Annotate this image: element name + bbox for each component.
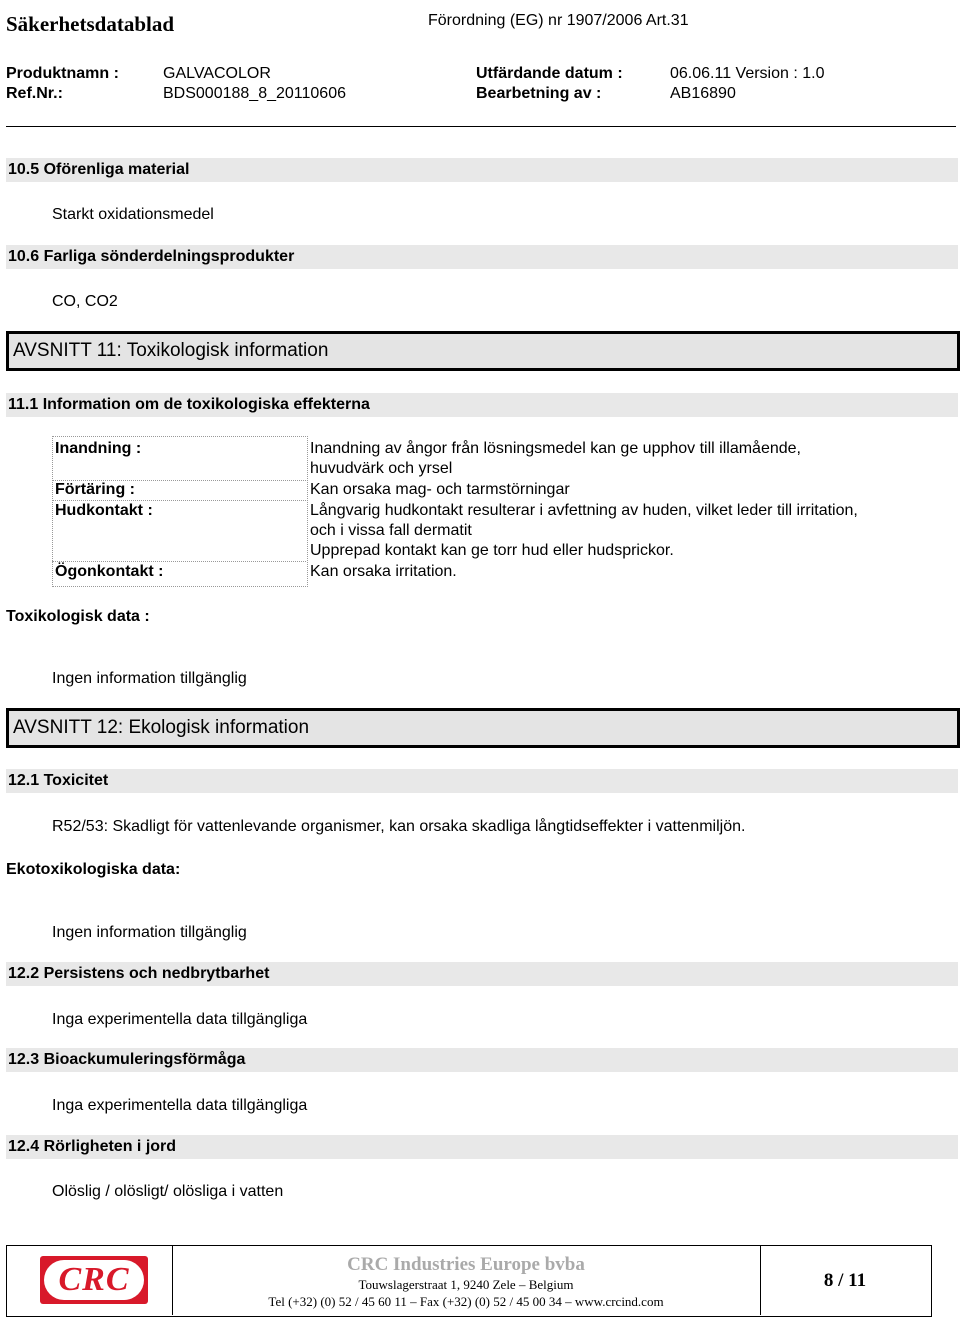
section-12-box — [6, 708, 960, 748]
subsection-10-6-heading: 10.6 Farliga sönderdelningsprodukter — [8, 248, 295, 265]
skin-contact-label: Hudkontakt : — [55, 502, 153, 519]
eye-contact-text: Kan orsaka irritation. — [310, 563, 457, 580]
toxicity-text: R52/53: Skadligt för vattenlevande organismer, kan orsaka skadliga långtidseffekter i vattenmiljön. — [52, 818, 746, 835]
subsection-12-4-bar — [6, 1135, 958, 1159]
decomposition-products-text: CO, CO2 — [52, 293, 118, 310]
subsection-12-2-heading: 12.2 Persistens och nedbrytbarhet — [8, 965, 270, 982]
subsection-11-1-heading: 11.1 Information om de toxikologiska effekterna — [8, 396, 370, 413]
document-title: Säkerhetsdatablad — [6, 12, 175, 36]
toxicological-data-label: Toxikologisk data : — [6, 608, 150, 625]
page-number: 8 / 11 — [823, 1270, 867, 1291]
issue-date-value: 06.06.11 Version : 1.0 — [670, 65, 825, 82]
inhalation-text-line1: Inandning av ångor från lösningsmedel kan ge upphov till illamående, — [310, 440, 801, 457]
subsection-12-2-bar — [6, 962, 958, 986]
soil-mobility-text: Olöslig / olösligt/ olösliga i vatten — [52, 1183, 284, 1200]
subsection-10-6-bar — [6, 245, 958, 269]
ingestion-label: Förtäring : — [55, 481, 135, 498]
section-12-heading: AVSNITT 12: Ekologisk information — [13, 717, 310, 738]
edited-by-label: Bearbetning av : — [476, 85, 602, 102]
subsection-12-3-bar — [6, 1048, 958, 1072]
row-divider — [52, 561, 306, 562]
issue-date-label: Utfärdande datum : — [476, 65, 623, 82]
ecotox-data-label: Ekotoxikologiska data: — [6, 861, 181, 878]
subsection-12-1-bar — [6, 769, 958, 793]
header-divider — [6, 126, 956, 127]
crc-logo — [40, 1256, 148, 1304]
edited-by-value: AB16890 — [670, 85, 736, 102]
ref-number-value: BDS000188_8_20110606 — [163, 85, 346, 102]
product-name-value: GALVACOLOR — [163, 65, 271, 82]
toxicological-data-text: Ingen information tillgänglig — [52, 670, 247, 687]
ecotox-data-text: Ingen information tillgänglig — [52, 924, 247, 941]
company-contact: Tel (+32) (0) 52 / 45 60 11 – Fax (+32) (0) 52 / 45 00 34 – www.crcind.com — [268, 1294, 664, 1309]
subsection-12-1-heading: 12.1 Toxicitet — [8, 772, 109, 789]
skin-contact-text-line3: Upprepad kontakt kan ge torr hud eller hudsprickor. — [310, 542, 674, 559]
subsection-10-5-bar — [6, 158, 958, 182]
section-11-box — [6, 331, 960, 371]
ref-number-label: Ref.Nr.: — [6, 85, 63, 102]
row-divider — [52, 586, 306, 587]
eye-contact-label: Ögonkontakt : — [55, 563, 164, 580]
subsection-12-4-heading: 12.4 Rörligheten i jord — [8, 1138, 177, 1155]
subsection-12-3-heading: 12.3 Bioackumuleringsförmåga — [8, 1051, 246, 1068]
bioaccumulation-text: Inga experimentella data tillgängliga — [52, 1097, 308, 1114]
row-divider — [52, 500, 306, 501]
company-name: CRC Industries Europe bvba — [347, 1254, 585, 1275]
product-name-label: Produktnamn : — [6, 65, 119, 82]
skin-contact-text-line1: Långvarig hudkontakt resulterar i avfettning av huden, vilket leder till irritation, — [310, 502, 858, 519]
skin-contact-text-line2: och i vissa fall dermatit — [310, 522, 472, 539]
inhalation-label: Inandning : — [55, 440, 142, 457]
ingestion-text: Kan orsaka mag- och tarmstörningar — [310, 481, 570, 498]
inhalation-text-line2: huvudvärk och yrsel — [310, 460, 453, 477]
regulation-reference: Förordning (EG) nr 1907/2006 Art.31 — [428, 12, 689, 29]
section-11-heading: AVSNITT 11: Toxikologisk information — [13, 340, 329, 361]
subsection-10-5-heading: 10.5 Oförenliga material — [8, 161, 190, 178]
incompatible-materials-text: Starkt oxidationsmedel — [52, 206, 214, 223]
crc-logo-text: CRC — [58, 1261, 130, 1298]
subsection-11-1-bar — [6, 393, 958, 417]
company-address: Touwslagerstraat 1, 9240 Zele – Belgium — [358, 1277, 574, 1292]
persistence-text: Inga experimentella data tillgängliga — [52, 1011, 308, 1028]
